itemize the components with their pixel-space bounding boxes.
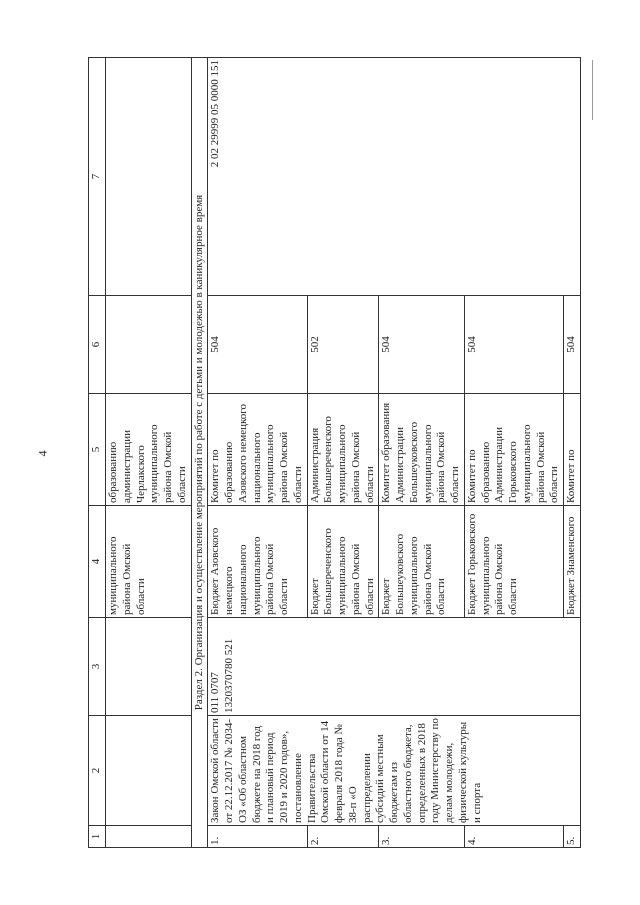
table-cell: муниципального района Омской области <box>106 506 192 618</box>
row-number: 1. <box>208 826 307 848</box>
continuation-row <box>106 58 192 848</box>
table-cell <box>106 826 192 848</box>
budget-cell: Бюджет Азовского немецкого национального муниципального района Омской области <box>208 506 307 618</box>
page-number: 4 <box>35 450 50 457</box>
section-row <box>191 58 208 848</box>
admin-code-cell: 504 <box>379 296 465 394</box>
admin-code-cell: 502 <box>307 296 379 394</box>
row-number: 5. <box>564 826 581 848</box>
budget-cell: Бюджет Большеуковского муниципального района Омской области <box>379 506 465 618</box>
rotated-table-wrapper <box>88 58 610 848</box>
row-number: 4. <box>464 826 563 848</box>
header-cell: 4 <box>89 506 106 618</box>
table-cell: образованию администрации Черлакского муниципального района Омской области <box>106 394 192 506</box>
row-number: 2. <box>307 826 379 848</box>
admin-code-cell: 504 <box>208 296 307 394</box>
header-row <box>89 58 106 848</box>
table-row <box>208 58 307 848</box>
header-cell: 3 <box>89 618 106 716</box>
law-basis-cell: Закон Омской области от 22.12.2017 № 2034-ОЗ «Об областном бюджете на 2018 год и плановый период 2019 и 2020 годов», постановление Правительства Омской области от 14 февраля 2018 года № 38-п «О распределении субсидий местным бюджетам из областного бюджета, определенных в 2018 году Министерству по делам молодежи, физической культуры и спорта <box>208 716 581 826</box>
budget-table <box>88 57 581 848</box>
budget-cell: Бюджет Горьковского муниципального района Омской области <box>464 506 563 618</box>
header-cell: 7 <box>89 58 106 296</box>
administrator-cell: Комитет по образованию Азовского немецкого национального муниципального района Омской области <box>208 394 307 506</box>
administrator-cell: Комитет по <box>564 394 581 506</box>
header-cell: 2 <box>89 716 106 826</box>
table-cell <box>106 716 192 826</box>
header-cell: 5 <box>89 394 106 506</box>
table-cell <box>106 296 192 394</box>
section-title: Раздел 2. Организация и осуществление мероприятий по работе с детьми и молодежью в каникулярное время <box>191 58 208 848</box>
table-cell <box>106 58 192 296</box>
header-cell: 6 <box>89 296 106 394</box>
administrator-cell: Комитет по образованию Администрации Горьковского муниципального района Омской области <box>464 394 563 506</box>
income-code-cell: 2 02 29999 05 0000 151 <box>208 58 581 296</box>
administrator-cell: Администрация Большереченского муниципального района Омской области <box>307 394 379 506</box>
administrator-cell: Комитет образования Администрации Большеуковского муниципального района Омской области <box>379 394 465 506</box>
admin-code-cell: 504 <box>564 296 581 394</box>
code-cell: 011 0707 1320370780 521 <box>208 618 581 716</box>
budget-cell: Бюджет Знаменского <box>564 506 581 618</box>
admin-code-cell: 504 <box>464 296 563 394</box>
row-number: 3. <box>379 826 465 848</box>
budget-cell: Бюджет Большереченского муниципального района Омской области <box>307 506 379 618</box>
table-cell <box>106 618 192 716</box>
header-cell: 1 <box>89 826 106 848</box>
